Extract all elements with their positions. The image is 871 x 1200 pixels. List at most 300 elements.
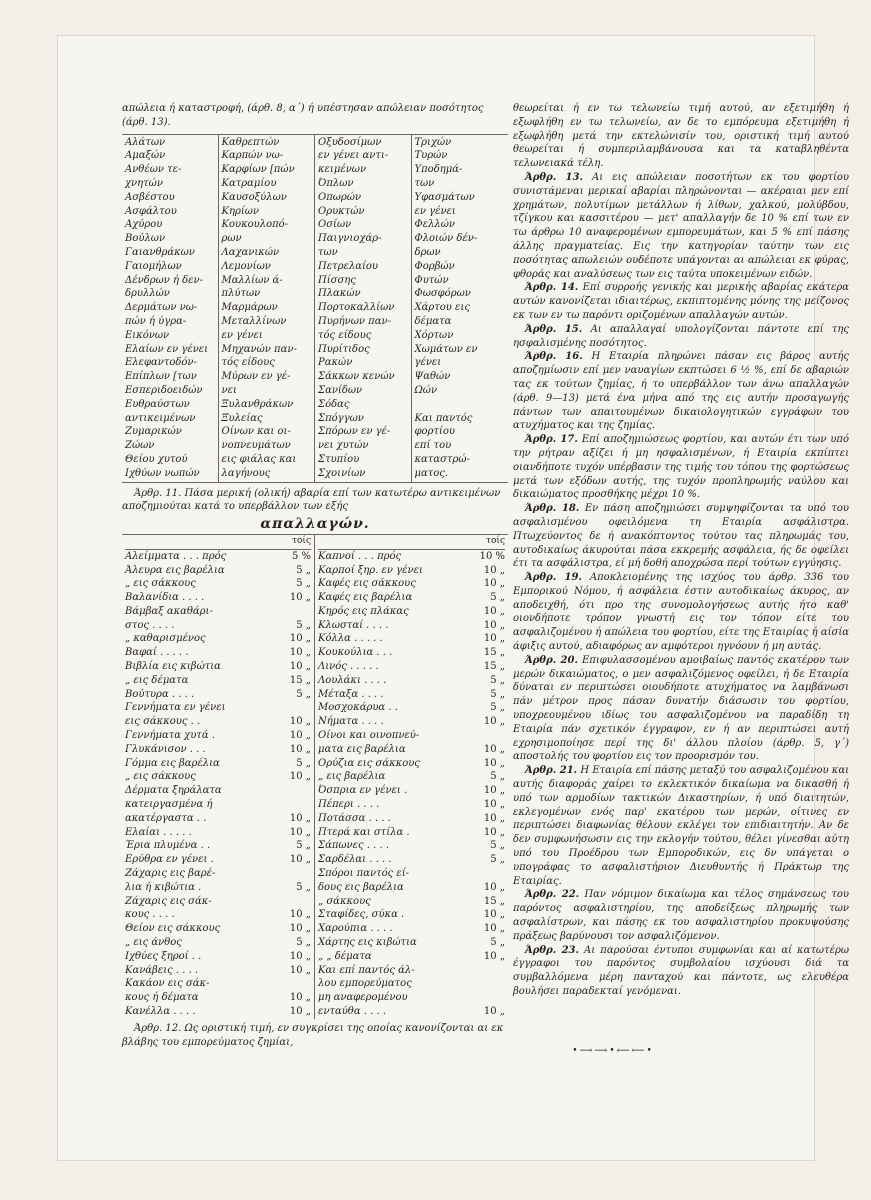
rate-item-percent: [501, 991, 505, 1005]
rate-item-percent: 10 „: [289, 854, 311, 866]
rate-item-name: Ζάχαρις εις σάκ-: [125, 895, 212, 907]
rate-row: [318, 867, 505, 881]
rate-item-percent: 10 „: [289, 826, 311, 838]
rate-row: [125, 577, 311, 591]
rate-row: [318, 977, 505, 991]
goods-item: των: [318, 246, 338, 258]
goods-item: καταστρώ-: [414, 453, 470, 465]
rate-row: [318, 881, 505, 895]
goods-item: Ελαίων εν γένει: [125, 343, 209, 355]
article-text: Επιφυλασσομένου αμοιβαίως παντός εκατέρου των μερών δικαιώματος, ο μεν ασφαλιζόμενος οφείλει, ή δε Εταιρία δύναται εν περιπτώσει οιουδήποτε ατυχήματος να λαμβάνωσι πάν μέτρον προς πάσαν δυνατήν διάσωσιν του φορτίου, υποχρεουμένου ιδίως του ασφαλιζομένου να παραδίδη τη Εταιρία πάν σχετικόν έγγραφον, εν ή αν περιπτώσει αυτή εχρησιμοποίησε περί της δι' άλλου πλοίου (άρθρ. 5, γ΄) αποστολής του φορτίου εις τον προορισμόν του.: [513, 654, 849, 763]
goods-item: Τριχών: [414, 136, 452, 148]
goods-item: Θείου χυτού: [125, 453, 188, 465]
goods-item: αντικειμένων: [125, 412, 196, 424]
goods-item: Πυρίτιδος: [318, 343, 370, 355]
goods-item: τός είδους: [221, 357, 275, 369]
rate-row: [125, 729, 311, 743]
rate-row: [125, 936, 311, 950]
rate-item-percent: [307, 895, 311, 909]
rate-row: [125, 964, 311, 978]
rate-item-name: κατειργασμένα ή: [125, 799, 213, 811]
goods-item: πών ή ύγρα-: [125, 315, 187, 327]
rate-item-percent: [501, 867, 505, 881]
rate-item-percent: 10 „: [483, 812, 505, 824]
rate-item-percent: 5 „: [296, 688, 311, 700]
goods-item: λαγήνους: [221, 467, 271, 479]
article-number: Άρθρ. 15.: [525, 323, 583, 335]
rate-row: [125, 784, 311, 798]
rate-item-percent: 15 „: [483, 895, 505, 907]
rate-item-percent: [307, 977, 311, 991]
rate-row: [318, 895, 505, 909]
rate-row: [125, 826, 311, 840]
article-paragraph: [513, 764, 849, 888]
rate-item-name: λια ή κιβώτια .: [125, 881, 202, 893]
article-11-text: Άρθρ. 11. Πάσα μερική (ολική) αβαρία επί των κατωτέρω αντικειμένων αποζημιούται κατά το υπερβάλλον των εξής: [122, 487, 501, 513]
goods-item: Σάκκων κενών: [318, 371, 395, 383]
rate-item-percent: [307, 605, 311, 619]
rate-row: [125, 550, 311, 564]
rate-item-name: Ερύθρα εν γένει .: [125, 854, 214, 866]
rate-row: [125, 605, 311, 619]
goods-item: Καυσοξύλων: [221, 191, 287, 203]
rate-item-name: „ εις σάκκους: [125, 578, 196, 590]
article-text: Αι εις απώλειαν ποσοτήτων εκ του φορτίου συνιστάμεναι μερικαί αβαρίαι πληρώνονται — ακέραιαι μεν επί χρημάτων, πολυτίμων μετάλλων ή λίθων, χαλκού, μολύβδου, τζίγκου και κασσιτέρου — μετ' απαλλαγήν δε 10 % επί των εν τω άρθρω 10 αναφερομένων εμπορευμάτων, και 5 % επί πάσης άλλης πραγματείας. Εις την κατηγορίαν ταύτην των εις ποσότητας απωλειών ουδέποτε υπάγονται αι απώλειαι εκ φύρας, φθοράς και αναλύσεως των εις ταύτα υποκειμένων ειδών.: [513, 171, 849, 280]
rates-rows-left: [125, 550, 311, 1019]
goods-item: νει χυτών: [318, 440, 369, 452]
rate-item-name: κους . . . .: [125, 909, 175, 921]
goods-item: [415, 398, 506, 412]
goods-item: Ζυμαρικών: [125, 426, 182, 438]
rate-item-name: δους εις βαρέλια: [318, 881, 404, 893]
goods-item: εις φιάλας και: [221, 453, 297, 465]
goods-item: Πλακών: [318, 288, 361, 300]
goods-item: Ξυλανθράκων: [221, 398, 294, 410]
goods-item: πλύτων: [221, 288, 261, 300]
goods-item: Επίπλων [των: [125, 371, 197, 383]
goods-item: Σπόρων εν γέ-: [318, 426, 391, 438]
rate-row: [125, 619, 311, 633]
article-text: Αι παρούσαι έντυποι συμφωνίαι και αί κατωτέρω έγγραφοι του παρόντος συμβολαίου ισχύουσι διά τα συμβαλλόμενα μέρη πανταχού και πάντοτε, ως ελευθέρα βουλήσει παραδεκταί γενόμεναι.: [513, 944, 849, 997]
rate-row: [125, 564, 311, 578]
goods-item: Όπλων: [318, 177, 354, 189]
rate-row: [125, 895, 311, 909]
rate-row: [318, 660, 505, 674]
article-text: Αποκλειομένης της ισχύος του άρθρ. 336 του Εμπορικού Νόμου, ή ασφάλεια έστιν αυτοδικαίως άκυρος, αν αποδειχθή, ότι προ της συνομολογήσεως αυτής ήτο καθ' οιονδήποτε τρόπον γνωστή εις τον τόπον είτε του ασφαλιζομένου ή απώλεια του φορτίου, είτε της Εταιρίας ή αίσία άφιξις αυτού, αδιαφόρως αν αμφότεροι ηγνόουν ή μη αυτάς.: [513, 572, 849, 653]
goods-item: Αχύρου: [125, 219, 163, 231]
goods-item: φορτίου: [414, 426, 455, 438]
rate-item-percent: [307, 701, 311, 715]
goods-item: Χωμάτων εν: [414, 343, 478, 355]
rate-item-percent: 5 „: [490, 937, 505, 949]
rate-item-name: „ καθαρισμένος: [125, 633, 206, 645]
goods-item: Ψαθών: [414, 371, 451, 383]
rate-row: [125, 743, 311, 757]
article-number: Άρθρ. 20.: [525, 654, 578, 666]
article-number: Άρθρ. 21.: [525, 765, 578, 777]
article-paragraph: [513, 281, 849, 322]
rate-row: [125, 908, 311, 922]
rate-item-percent: 10 „: [483, 909, 505, 921]
goods-item: εν γένει αντι-: [318, 150, 389, 162]
goods-item: Πορτοκαλλίων: [318, 302, 395, 314]
rate-item-name: „ σάκκους: [318, 895, 371, 907]
rate-item-name: Κανάβεις . . . .: [125, 964, 199, 976]
goods-item: δρυλλών: [125, 288, 170, 300]
rate-item-name: Άλευρα εις βαρέλια: [125, 564, 225, 576]
rate-item-name: Βαφαί . . . . .: [125, 647, 189, 659]
rate-item-percent: 10 „: [483, 633, 505, 645]
rate-row: [125, 632, 311, 646]
rate-row: [318, 770, 505, 784]
rate-item-name: Σάπωνες . . . .: [318, 840, 390, 852]
rate-item-name: Καφές εις βαρέλια: [318, 592, 413, 604]
rate-item-name: Ιχθύες ξηροί . .: [125, 950, 202, 962]
rate-row: [125, 798, 311, 812]
article-text: Επί αποζημιώσεως φορτίου, και αυτών έτι των υπό την ρήτραν αξίζει ή μη ησφαλισμένων, ή Εταιρία εκπίπτει οιανδήποτε τυχόν υπέρβασιν της τιμής του τόπου της φορτώσεως μετά των εξόδων αυτής, της τυχόν προπληρωμής ναύλου και δικαιώματος προσθήκης μέχρι 10 %.: [513, 434, 849, 501]
goods-item: Σόδας: [318, 398, 350, 410]
article-number: Άρθρ. 19.: [525, 572, 582, 584]
rate-item-percent: 10 „: [289, 592, 311, 604]
rate-row: [125, 922, 311, 936]
rate-item-name: Σαρδέλαι . . . .: [318, 854, 392, 866]
goods-item: Σχοινίων: [318, 467, 366, 479]
rate-row: [125, 1005, 311, 1019]
rate-item-percent: 10 %: [479, 550, 505, 562]
article-paragraph: [513, 502, 849, 571]
article-text: Επί συρροής γενικής και μερικής αβαρίας εκάτερα αυτών κανονίζεται ιδιαιτέρως, εκπιπτομένης μόνης της μείζονος εκ των εν τω παρόντι οριζομένων απαλλαγών αυτών.: [513, 282, 849, 321]
goods-list: [122, 134, 508, 483]
rate-row: [318, 564, 505, 578]
goods-item: Γαιομήλων: [125, 260, 182, 272]
rate-item-percent: 5 „: [490, 840, 505, 852]
rate-item-name: στος . . . .: [125, 619, 175, 631]
goods-item: Φλοιών δέν-: [414, 233, 478, 245]
rate-item-percent: 5 „: [296, 564, 311, 576]
rate-item-name: ματα εις βαρέλια: [318, 743, 406, 755]
article-text: Η Εταιρία πληρώνει πάσαν εις βάρος αυτής αποζημίωσιν επί μεν ναυαγίων εκπτώσει 6 ½ %, επί δε αβαριών τας εκ τούτων ζημίας, ή το υπερβάλλον των άνω απαλλαγών (άρθ. 9—13) μετά ένα μήνα από της εις αυτήν προσαγωγής πάντων των απαιτουμένων δικαιολογητικών εγγράφων του ατυχήματος και της ζημίας.: [513, 351, 850, 432]
goods-item: Οξυδοσίμων: [318, 136, 382, 148]
goods-item: ρων: [221, 233, 242, 245]
rate-row: [125, 881, 311, 895]
rate-row: [318, 715, 505, 729]
goods-item: Πετρελαίου: [318, 260, 378, 272]
rate-item-percent: 10 „: [289, 992, 311, 1004]
goods-item: τός είδους: [318, 329, 372, 341]
rate-row: [125, 867, 311, 881]
goods-item: Παιγνιοχάρ-: [318, 233, 382, 245]
rate-row: [125, 991, 311, 1005]
rate-item-percent: 10 „: [289, 743, 311, 755]
rate-row: [318, 812, 505, 826]
goods-item: Κατραμίου: [221, 177, 277, 189]
rate-item-name: Δέρματα ξηράλατα: [125, 785, 222, 797]
rate-row: [318, 646, 505, 660]
rate-item-name: Χαρούπια . . . .: [318, 923, 393, 935]
goods-item: Ελεφαντοδόν-: [125, 357, 197, 369]
goods-item: Καθρεπτών: [221, 136, 280, 148]
goods-item: Κουκουλοπό-: [221, 219, 289, 231]
rate-item-name: Σπόροι παντός εί-: [318, 868, 410, 880]
goods-item: Χάρτου εις: [414, 302, 470, 314]
goods-item: Χόρτων: [414, 329, 454, 341]
rate-row: [125, 757, 311, 771]
rate-item-name: Μέταξα . . . .: [318, 688, 384, 700]
rate-item-name: Βιβλία εις κιβώτια: [125, 661, 221, 673]
goods-item: νει: [221, 384, 237, 396]
goods-item: Ζώων: [125, 440, 155, 452]
rate-row: [125, 977, 311, 991]
rate-row: [318, 950, 505, 964]
rate-item-percent: 10 „: [289, 812, 311, 824]
rate-item-name: Έρια πλυμένα . .: [125, 840, 211, 852]
rate-item-name: Και επί παντός άλ-: [318, 964, 415, 976]
article-paragraph: [513, 433, 849, 502]
rate-item-percent: 5 „: [490, 771, 505, 783]
rate-item-name: Λινός . . . . .: [318, 661, 379, 673]
goods-item: επί του: [414, 440, 452, 452]
left-column: [122, 102, 508, 1049]
goods-item: δέματα: [414, 315, 452, 327]
rate-row: [125, 770, 311, 784]
rate-row: [318, 688, 505, 702]
article-12: [122, 1022, 508, 1050]
rate-row: [318, 701, 505, 715]
goods-item: εν γένει: [414, 205, 456, 217]
article-paragraph: [513, 171, 849, 281]
rate-row: [318, 591, 505, 605]
rate-item-name: Οίνοι και οινοπνεύ-: [318, 730, 420, 742]
goods-item: Ευθραύστων: [125, 398, 190, 410]
rate-item-name: Καφές εις σάκκους: [318, 578, 416, 590]
rate-item-name: Βάμβαξ ακαθάρι-: [125, 605, 213, 617]
rates-column-right: [315, 535, 508, 1019]
rate-item-percent: 10 „: [483, 785, 505, 797]
rate-item-percent: 5 „: [296, 619, 311, 631]
rate-row: [125, 646, 311, 660]
goods-item: Φορβών: [414, 260, 455, 272]
rate-row: [318, 743, 505, 757]
goods-item: ματος.: [414, 467, 449, 479]
goods-item: Γαιανθράκων: [125, 246, 195, 258]
article-text: θεωρείται ή εν τω τελωνείω τιμή αυτού, αν εξετιμήθη ή εξωφλήθη εν τω τελωνείω, αν δε το εμπόρευμα εξετιμήθη ή εξωφλήθη μετά την εκτελώνισίν του, οριστική τιμή αυτού θεωρείται ή συμπεριλαμβάνουσα και τα καταβληθέντα τελωνειακά τέλη.: [513, 103, 849, 170]
rate-row: [125, 853, 311, 867]
rate-item-percent: 10 „: [483, 605, 505, 617]
goods-column: [219, 135, 316, 482]
rate-row: [318, 964, 505, 978]
goods-item: Λαχανικών: [221, 246, 280, 258]
rate-item-name: Γεννήματα χυτά .: [125, 730, 215, 742]
rate-item-name: Βαλανίδια . . . .: [125, 592, 205, 604]
rate-row: [318, 1005, 505, 1019]
goods-item: Βούλων: [125, 233, 166, 245]
rate-item-name: κους ή δέματα: [125, 992, 199, 1004]
rate-item-percent: 10 „: [289, 633, 311, 645]
goods-item: νοπνευμάτων: [221, 440, 291, 452]
rate-item-name: Όσπρια εν γένει .: [318, 785, 408, 797]
rate-item-percent: 10 „: [483, 881, 505, 893]
rates-heading: απαλλαγών.: [260, 516, 370, 533]
rate-item-name: Ορύζια εις σάκκους: [318, 757, 420, 769]
rate-item-name: Κανέλλα . . . .: [125, 1006, 196, 1017]
rate-item-name: Κηρός εις πλάκας: [318, 605, 409, 617]
goods-item: των: [414, 177, 435, 189]
rate-item-percent: 5 „: [296, 840, 311, 852]
rate-item-name: λου εμπορεύματος: [318, 978, 412, 990]
goods-item: Ωών: [414, 384, 438, 396]
rate-row: [318, 757, 505, 771]
rate-item-name: Καρποί ξηρ. εν γένει: [318, 564, 423, 576]
goods-item: Πίσσης: [318, 274, 356, 286]
rates-header-left: τοίς: [125, 535, 311, 550]
rate-item-name: Θείον εις σάκκους: [125, 923, 221, 935]
rate-item-name: „ εις βαρέλια: [318, 771, 386, 783]
rate-item-name: ακατέργαστα . .: [125, 812, 207, 824]
goods-item: Μύρων εν γέ-: [221, 371, 291, 383]
article-number: Άρθρ. 23.: [525, 944, 579, 956]
rate-item-name: Καπνοί . . . πρός: [318, 550, 402, 562]
article-number: Άρθρ. 14.: [525, 282, 579, 294]
rate-item-percent: 10 „: [289, 923, 311, 935]
rate-item-name: Γόμμα εις βαρέλια: [125, 757, 220, 769]
rate-row: [125, 715, 311, 729]
rate-item-name: Γλυκάνισον . . .: [125, 743, 206, 755]
article-paragraph: [513, 944, 849, 999]
rate-row: [318, 550, 505, 564]
end-ornament: •⟶⟶•⟵⟵•: [572, 1046, 654, 1056]
rate-item-name: Σταφίδες, σύκα .: [318, 909, 405, 921]
rates-table: [122, 534, 508, 1019]
rate-row: [125, 688, 311, 702]
rate-item-percent: 10 „: [289, 1006, 311, 1017]
rate-item-percent: 5 „: [296, 757, 311, 769]
rate-item-percent: 10 „: [289, 964, 311, 976]
rate-item-percent: 5 „: [490, 854, 505, 866]
rate-row: [125, 839, 311, 853]
rate-row: [318, 839, 505, 853]
article-number: Άρθρ. 22.: [525, 889, 580, 901]
rate-row: [318, 632, 505, 646]
document-page: [58, 36, 850, 1160]
rate-item-percent: 10 „: [483, 1006, 505, 1017]
rate-item-percent: 10 „: [483, 716, 505, 728]
rate-item-percent: 5 „: [296, 578, 311, 590]
rate-row: [125, 591, 311, 605]
article-number: Άρθρ. 16.: [525, 351, 583, 363]
goods-item: Φελλών: [414, 219, 455, 231]
goods-item: Αμαξών: [125, 150, 166, 162]
rate-item-percent: [501, 977, 505, 991]
rate-item-percent: 10 „: [483, 757, 505, 769]
goods-item: Καρπών νω-: [221, 150, 284, 162]
rate-row: [318, 853, 505, 867]
goods-item: Οίνων και οι-: [221, 426, 291, 438]
rate-item-name: Γεννήματα εν γένει: [125, 702, 226, 714]
rate-item-percent: 5 „: [296, 937, 311, 949]
rate-row: [318, 922, 505, 936]
rate-item-name: Νήματα . . . .: [318, 716, 384, 728]
rate-item-percent: 15 „: [483, 661, 505, 673]
rate-item-percent: 10 „: [289, 661, 311, 673]
goods-item: χνητών: [125, 177, 163, 189]
rate-row: [318, 577, 505, 591]
rate-row: [318, 798, 505, 812]
rate-item-name: Ποτάσσα . . . .: [318, 812, 391, 824]
rate-row: [318, 908, 505, 922]
rate-item-percent: [307, 784, 311, 798]
article-paragraph: [513, 350, 849, 433]
rate-item-name: Κόλλα . . . . .: [318, 633, 383, 645]
right-column: [513, 102, 849, 999]
rate-item-name: „ εις σάκκους: [125, 771, 196, 783]
rate-item-percent: 10 „: [483, 826, 505, 838]
rate-item-percent: 10 „: [289, 647, 311, 659]
rate-item-percent: 10 „: [289, 716, 311, 728]
goods-item: Ρακών: [318, 357, 353, 369]
article-paragraph: [513, 102, 849, 171]
rate-item-percent: 10 „: [289, 730, 311, 742]
rate-row: [318, 619, 505, 633]
goods-item: Και παντός: [414, 412, 473, 424]
rate-item-percent: 5 „: [296, 881, 311, 893]
rate-item-percent: [501, 729, 505, 743]
goods-item: Μαλλίων ά-: [221, 274, 283, 286]
goods-column: [122, 135, 219, 482]
goods-item: Ξυλείας: [221, 412, 263, 424]
goods-item: Αλάτων: [125, 136, 166, 148]
goods-item: Σανίδων: [318, 384, 363, 396]
rate-row: [125, 950, 311, 964]
rate-item-percent: 10 „: [483, 799, 505, 811]
rate-item-percent: 5 „: [490, 688, 505, 700]
goods-item: γένει: [414, 357, 442, 369]
goods-item: Πυρήνων παν-: [318, 315, 391, 327]
goods-item: Ιχθύων νωπών: [125, 467, 200, 479]
rate-item-percent: 15 „: [289, 674, 311, 686]
goods-item: Καρφίων [πών: [221, 164, 295, 176]
rate-item-percent: 10 „: [289, 771, 311, 783]
rate-item-percent: 10 „: [483, 950, 505, 962]
rate-item-name: Πτερά και στίλα .: [318, 826, 410, 838]
rate-item-name: Πέπερι . . . .: [318, 799, 380, 811]
rate-item-percent: [307, 867, 311, 881]
goods-item: εν γένει: [221, 329, 263, 341]
goods-item: Μαρμάρων: [221, 302, 278, 314]
rate-item-percent: 10 „: [483, 923, 505, 935]
goods-item: Φυτών: [414, 274, 449, 286]
goods-item: Μεταλλίνων: [221, 315, 287, 327]
rate-item-name: Βούτυρα . . . .: [125, 688, 195, 700]
rate-row: [125, 660, 311, 674]
goods-item: Ασβέστου: [125, 191, 175, 203]
intro-text: απώλεια ή καταστροφή, (άρθ. 8, α΄) ή υπέστησαν απώλειαν ποσότητος (άρθ. 13).: [122, 103, 484, 128]
rate-item-percent: 10 „: [483, 743, 505, 755]
rates-header-right: τοίς: [318, 535, 505, 550]
rate-item-percent: 5 „: [490, 702, 505, 714]
rate-item-percent: 5 „: [490, 592, 505, 604]
goods-item: Υποδημά-: [414, 164, 463, 176]
article-paragraph: [513, 654, 849, 764]
rate-row: [125, 674, 311, 688]
rate-row: [318, 784, 505, 798]
article-paragraph: [513, 571, 849, 654]
goods-item: Στυπίου: [318, 453, 360, 465]
article-number: Άρθρ. 17.: [525, 434, 578, 446]
rate-item-percent: 15 „: [483, 647, 505, 659]
article-text: Αι απαλλαγαί υπολογίζονται πάντοτε επί της ησφαλισμένης ποσότητος.: [513, 323, 850, 349]
rate-item-name: Κουκούλια . . .: [318, 647, 393, 659]
goods-item: Εικόνων: [125, 329, 170, 341]
